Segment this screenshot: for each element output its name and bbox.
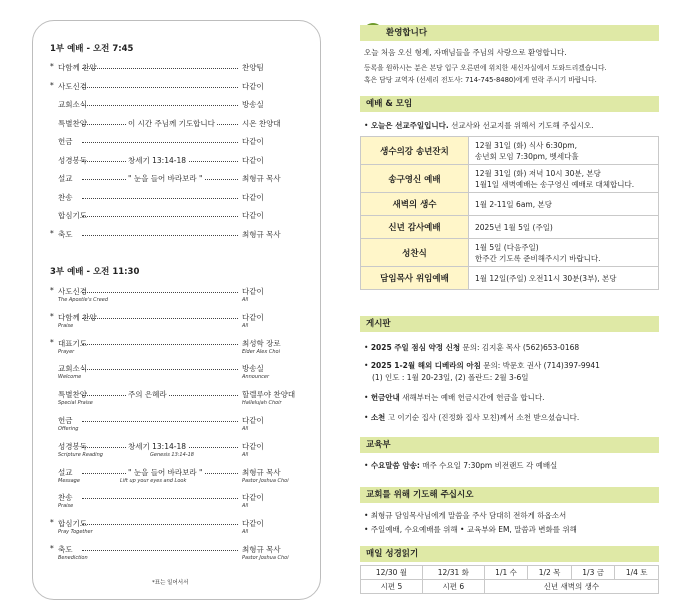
event-row [361,193,659,216]
board-item: • 2025 1-2월 해외 디베라의 아침 문의: 박문호 권사 (714)397-9941 [364,361,600,370]
program-row [50,155,290,167]
board-item-detail: (1) 인도 : 1월 20-23일, (2) 폴란드: 2월 3-6일 [372,373,529,382]
program-item-label: 사도신경 [58,81,87,91]
program-item-label: 사도신경 [58,287,87,296]
program-item-detail: 창세기 13:14-18 [128,441,186,451]
program-item-label-en: Special Praise [58,400,93,407]
program-item-leader: 다같이 [242,441,264,451]
program-row [50,286,290,303]
program-item-leader-en: Pastor Joshua Choi [242,477,289,484]
reading-cell: 시편 5 [361,580,423,594]
dotted-leader [82,87,238,88]
program-item-leader: 최형규 목사 [242,467,281,477]
program-item-leader: 최성학 장로 [242,338,281,348]
board-item: • 2025 주일 점심 약정 신청 문의: 김지훈 목사 (562)653-0168 [364,343,580,352]
program-item-leader-en: All [242,297,249,303]
program-row [50,192,290,204]
welcome-line2: 등록을 원하시는 분은 본당 입구 오른편에 위치한 새신자실에서 도와드리겠습니다. [364,64,607,72]
event-detail-line: 12월 31일 (화) 식사 6:30pm, [475,140,577,150]
program-item-label: 교회소식 [58,364,87,374]
prayer-line2: • 주일예배, 수요예배를 위해 • 교육부와 EM, 말씀과 변화를 위해 [364,525,577,534]
program-item-leader: 찬양팀 [242,63,264,72]
worship-header: 예배 & 모임 [360,96,659,112]
dotted-leader [82,369,238,370]
program-item-detail: 이 시간 주님께 기도합니다 [128,118,215,128]
program-row [50,363,290,381]
program-item-detail: " 눈을 들어 바라보라 " [128,467,203,477]
reading-date: 1/4 토 [615,566,659,580]
board-item-text: 새해부터는 예배 헌금시간에 헌금을 합니다. [399,393,545,402]
board-item-text: 고 이기순 집사 (진정화 집사 모친)께서 소천 받으셨습니다. [385,413,580,422]
dotted-leader [82,235,238,236]
program-item-leader: 다같이 [242,81,264,91]
stand-marker: * [50,62,54,71]
stand-marker: * [50,286,54,295]
event-detail-line: 송년회 모임 7:30pm, 벳세다홀 [475,151,579,161]
program-item-label: 다함께 찬양 [58,312,97,322]
program-item-label-en: Praise [58,503,74,510]
program-item-label-en: The Apostle's Creed [58,297,109,303]
program-item-leader: 방송실 [242,364,264,374]
board-item-title: 2025 1-2월 해외 디베라의 아침 [370,361,481,370]
program-row [50,210,290,222]
program-item-leader-en: All [242,426,249,432]
event-name: 생수의강 송년잔치 [361,137,469,165]
service3-title: 3부 예배 - 오전 11:30 [50,267,140,277]
event-row [361,239,659,267]
program-item-label-en: Prayer [58,348,75,355]
program-item-leader-en: All [242,503,249,510]
board-item-title: 2025 주일 점심 약정 신청 [370,343,461,352]
program-item-leader: 최형규 목사 [242,174,281,183]
program-item-label: 교회소식 [58,100,87,109]
event-details [469,239,659,267]
event-detail-line: 1월 12일(주일) 오전11시 30분(3부), 본당 [475,273,617,283]
event-row [361,216,659,239]
program-item-detail-en: Lift up your eyes and Look [120,477,187,484]
dotted-leader [82,318,238,319]
program-item-label-en: Welcome [58,374,82,381]
program-item-leader-en: All [242,322,249,329]
event-detail-line: 한주간 기도록 준비해주시기 바랍니다. [475,253,601,263]
program-item-label: 헌금 [58,416,73,425]
program-item-label-en: Scripture Reading [58,451,103,458]
program-row [50,136,290,148]
program-item-label: 성경봉독 [58,155,87,165]
program-item-leader: 다같이 [242,493,264,503]
board-header: 게시판 [360,316,659,332]
program-row [50,311,290,329]
program-item-leader-en: All [242,451,249,458]
footnote: *표는 일어서서 [152,580,189,586]
program-item-label: 축도 [58,229,73,239]
program-item-leader-en: Announcer [242,374,270,381]
event-details [469,165,659,193]
program-item-detail-en: Genesis 13:14-18 [150,451,194,458]
dotted-leader [82,68,238,69]
event-details [469,137,659,165]
event-detail-line: 1월 5일 (다음주일) [475,242,539,252]
program-item-label-en: Praise [58,322,74,329]
program-item-label-en: Benediction [58,555,88,561]
program-item-detail: 창세기 13:14-18 [128,155,186,165]
program-item-leader: 다같이 [242,519,264,529]
prayer-line1: • 최형규 담임목사님에게 말씀을 주사 담대히 전하게 하옵소서 [364,511,567,520]
stand-marker: * [50,311,54,321]
program-item-label: 성경봉독 [58,441,87,451]
dotted-leader [82,344,238,345]
program-row [50,62,290,74]
program-item-label: 축도 [58,545,73,554]
program-item-label: 특별찬양 [58,390,87,400]
program-item-leader: 다같이 [242,416,264,425]
program-item-leader: 방송실 [242,100,264,109]
program-row [50,81,290,93]
service1-title: 1부 예배 - 오전 7:45 [50,44,134,54]
reading-table [360,565,659,594]
program-item-leader: 다같이 [242,137,264,146]
program-item-label: 합심기도 [58,211,87,220]
events-table [360,136,659,290]
program-item-leader-en: Elder Alex Choi [242,348,280,355]
event-name: 새벽의 생수 [361,193,469,216]
program-item-label: 합심기도 [58,519,87,529]
event-details [469,193,659,216]
program-item-leader-en: Pastor Joshua Choi [242,555,289,561]
event-details [469,267,659,290]
program-item-detail: 주의 은혜라 [128,390,167,400]
program-item-label: 대표기도 [58,338,87,348]
event-row [361,165,659,193]
dotted-leader [82,105,238,106]
stand-marker: * [50,80,54,90]
board-item: • 소천 고 이기순 집사 (진정화 집사 모친)께서 소천 받으셨습니다. [364,413,580,422]
program-item-leader: 최형규 목사 [242,229,281,239]
education-item: • 수요말씀 암송: 매주 수요일 7:30pm 비전랜드 각 예배실 [364,461,558,470]
program-row [50,492,290,510]
stand-marker: * [50,544,54,553]
event-detail-line: 1월1일 새벽예배는 송구영신 예배로 대체합니다. [475,179,635,189]
dotted-leader [82,498,238,499]
dotted-leader [82,550,238,551]
program-item-label-en: Message [58,477,80,484]
program-item-leader: 다같이 [242,192,264,202]
program-item-label: 찬송 [58,493,73,503]
program-item-leader: 다같이 [242,211,264,220]
dotted-leader [82,421,238,422]
program-row [50,441,290,458]
program-row [50,229,290,241]
event-detail-line: 1월 2-11일 6am, 본당 [475,199,552,209]
event-detail-line: 12월 31일 (화) 저녁 10시 30분, 본당 [475,168,601,178]
program-item-leader-en: Hallelujah Choir [242,400,282,407]
program-row [50,544,290,561]
dotted-leader [82,216,238,217]
event-name: 신년 감사예배 [361,216,469,239]
mission-sunday-note: • 오늘은 선교주일입니다. 선교사와 선교지를 위해서 기도해 주십시오. [364,121,594,130]
program-row [50,173,290,185]
reading-date: 1/1 수 [484,566,528,580]
program-item-label: 설교 [58,174,73,183]
board-item-title: 헌금안내 [370,393,400,402]
welcome-header: 환영합니다 [360,25,659,41]
program-item-detail: " 눈을 들어 바라보라 " [128,174,203,183]
program-item-leader: 다같이 [242,312,264,322]
education-header: 교육부 [360,437,659,453]
welcome-line3: 혹은 담당 교역자 (선세리 전도사: 714-745-8480)에게 연락 주시기 바랍니다. [364,76,597,84]
program-row [50,415,290,432]
event-row [361,267,659,290]
program-item-leader: 시온 찬양대 [242,118,281,128]
program-item-label: 설교 [58,467,73,477]
board-item-text: 문의: 김지훈 목사 (562)653-0168 [460,343,580,352]
event-name: 담임목사 위임예배 [361,267,469,290]
program-row [50,467,290,484]
program-item-label: 다함께 찬양 [58,63,97,72]
program-row [50,518,290,536]
reading-header: 매일 성경읽기 [360,546,659,562]
program-item-leader-en: All [242,529,249,536]
program-item-leader: 다같이 [242,155,264,165]
program-row [50,118,290,130]
program-item-label: 특별찬양 [58,118,87,128]
board-item-title: 소천 [370,413,386,422]
program-item-leader: 할렐루야 찬양대 [242,390,296,400]
stand-marker: * [50,337,54,347]
program-item-label: 헌금 [58,137,73,146]
program-row [50,337,290,355]
reading-date: 12/31 화 [422,566,484,580]
welcome-line1: 오늘 처음 오신 형제, 자매님들을 주님의 사랑으로 환영합니다. [364,48,567,57]
reading-date: 12/30 월 [361,566,423,580]
stand-marker: * [50,518,54,528]
program-item-label-en: Offering [58,426,79,432]
program-item-label-en: Pray Together [58,529,93,536]
reading-cell: 시편 6 [422,580,484,594]
event-name: 송구영신 예배 [361,165,469,193]
dotted-leader [82,292,238,293]
board-item: • 헌금안내 새해부터는 예배 헌금시간에 헌금을 합니다. [364,393,545,402]
program-row [50,99,290,111]
event-row [361,137,659,165]
prayer-header: 교회를 위해 기도해 주십시오 [360,487,659,503]
event-name: 성찬식 [361,239,469,267]
program-item-leader: 최형규 목사 [242,545,281,554]
dotted-leader [82,142,238,143]
program-item-leader: 다같이 [242,287,264,296]
board-item-text: 문의: 박문호 권사 (714)397-9941 [480,361,600,370]
stand-marker: * [50,228,54,238]
event-detail-line: 2025년 1월 5일 (주일) [475,222,553,232]
reading-date: 1/3 금 [571,566,615,580]
reading-cell: 신년 새벽의 생수 [484,580,658,594]
dotted-leader [82,524,238,525]
program-row [50,389,296,407]
event-details [469,216,659,239]
reading-date: 1/2 목 [528,566,572,580]
program-item-label: 찬송 [58,192,73,202]
dotted-leader [82,198,238,199]
